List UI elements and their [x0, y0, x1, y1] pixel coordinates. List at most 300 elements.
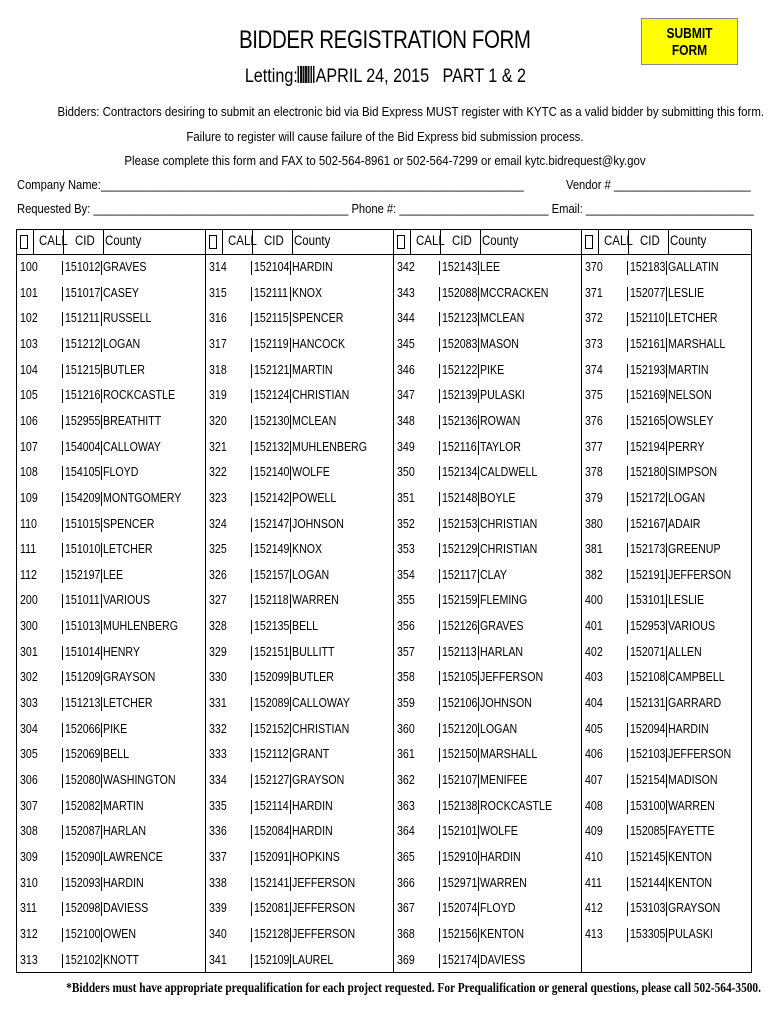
county-cell: LETCHER	[103, 542, 153, 557]
cid-cell: 152110	[630, 311, 665, 326]
cid-cell: 152153	[442, 516, 478, 531]
county-cell: KNOTT	[103, 952, 140, 967]
cid-cell: 152910	[442, 849, 478, 864]
county-cell: OWSLEY	[668, 413, 714, 428]
cid-cell: 152173	[630, 542, 666, 557]
county-cell: JEFFERSON	[480, 670, 544, 685]
cid-cell: 152101	[442, 824, 478, 839]
cell-separator	[290, 569, 291, 583]
cid-cell: 152127	[254, 773, 290, 787]
cell-separator	[666, 312, 667, 326]
cell-separator	[478, 851, 479, 865]
column-header-county: County	[670, 233, 707, 248]
cid-cell: 152109	[254, 952, 290, 967]
call-cell: 316	[209, 311, 227, 326]
call-cell: 321	[209, 439, 227, 454]
cid-cell: 151015	[65, 516, 101, 531]
cell-separator	[439, 594, 440, 608]
cell-separator	[666, 389, 667, 403]
cid-cell: 152120	[442, 721, 478, 736]
call-cell: 305	[20, 747, 38, 762]
call-cell: 349	[397, 439, 415, 454]
county-cell: CALLOWAY	[103, 439, 161, 454]
cid-cell: 152180	[630, 465, 666, 480]
call-cell: 363	[397, 798, 415, 813]
county-cell: GRAYSON	[668, 901, 721, 916]
cell-separator	[62, 851, 63, 865]
county-cell: CASEY	[103, 285, 140, 300]
cid-cell: 151215	[65, 362, 101, 377]
group-divider	[393, 230, 394, 972]
header-separator	[103, 230, 104, 254]
cell-separator	[62, 441, 63, 455]
call-cell: 343	[397, 285, 415, 300]
county-cell: FAYETTE	[668, 824, 715, 839]
group-divider	[581, 230, 582, 972]
county-cell: RUSSELL	[103, 311, 152, 326]
cid-cell: 152154	[630, 773, 666, 787]
call-cell: 406	[585, 747, 603, 762]
cid-cell: 152117	[442, 567, 477, 582]
call-cell: 400	[585, 593, 603, 608]
cid-cell: 152105	[442, 670, 478, 685]
cell-separator	[101, 851, 102, 865]
cid-cell: 152147	[254, 516, 290, 531]
cell-separator	[439, 851, 440, 865]
cid-cell: 151213	[65, 696, 101, 711]
county-cell: PIKE	[103, 721, 128, 736]
cell-separator	[627, 697, 628, 711]
call-cell: 102	[20, 311, 38, 326]
call-cell: 335	[209, 798, 227, 813]
call-cell: 411	[585, 875, 602, 890]
cid-cell: 152194	[630, 439, 666, 454]
cell-separator	[439, 877, 440, 891]
cid-cell: 152172	[630, 490, 666, 505]
cell-separator	[666, 594, 667, 608]
cell-separator	[251, 723, 252, 737]
cid-cell: 151010	[65, 542, 101, 557]
cell-separator	[251, 364, 252, 378]
county-cell: CALDWELL	[480, 465, 538, 480]
county-cell: JEFFERSON	[292, 926, 356, 941]
county-cell: LESLIE	[668, 593, 705, 608]
county-cell: JEFFERSON	[668, 747, 732, 762]
cell-separator	[290, 492, 291, 506]
county-cell: LETCHER	[103, 696, 153, 711]
cell-separator	[439, 441, 440, 455]
requested-by-field[interactable]: Requested By: _________________________________________ Phone #: ________________________ Email: ___________________________	[17, 201, 754, 216]
cid-cell: 152129	[442, 542, 478, 557]
cell-separator	[627, 364, 628, 378]
cell-separator	[101, 338, 102, 352]
call-cell: 306	[20, 773, 38, 787]
county-cell: GRAYSON	[292, 773, 345, 787]
county-cell: LAUREL	[292, 952, 334, 967]
cid-cell: 151209	[65, 670, 101, 685]
cell-separator	[666, 287, 667, 301]
cell-separator	[439, 543, 440, 557]
county-cell: DAVIESS	[103, 901, 149, 916]
cell-separator	[251, 287, 252, 301]
cid-cell: 154105	[65, 465, 101, 480]
cell-separator	[627, 492, 628, 506]
call-cell: 413	[585, 926, 603, 941]
county-cell: HARDIN	[480, 849, 521, 864]
cell-separator	[251, 620, 252, 634]
cell-separator	[290, 389, 291, 403]
cell-separator	[478, 928, 479, 942]
cell-separator	[666, 646, 667, 660]
cid-cell: 152103	[630, 747, 666, 762]
letting-label: Letting:	[244, 66, 298, 87]
call-cell: 371	[585, 285, 603, 300]
vendor-number-field[interactable]: Vendor # ______________________	[566, 177, 751, 192]
column-header-cid: CID	[75, 233, 95, 248]
call-cell: 401	[585, 619, 603, 634]
cid-cell: 152115	[254, 311, 289, 326]
call-cell: 325	[209, 542, 227, 557]
cid-cell: 152087	[65, 824, 101, 839]
cell-separator	[101, 518, 102, 532]
select-column-checkbox[interactable]	[20, 235, 28, 249]
cid-cell: 152183	[630, 260, 666, 274]
cell-separator	[439, 569, 440, 583]
call-cell: 317	[209, 336, 227, 351]
cid-cell: 152130	[254, 413, 290, 428]
cid-cell: 153101	[630, 593, 666, 608]
cell-separator	[666, 825, 667, 839]
call-cell: 369	[397, 952, 415, 967]
county-cell: SPENCER	[292, 311, 344, 326]
call-cell: 410	[585, 849, 603, 864]
call-cell: 347	[397, 388, 415, 403]
county-cell: CAMPBELL	[668, 670, 725, 685]
cid-cell: 152119	[254, 336, 289, 351]
cell-separator	[101, 492, 102, 506]
cid-cell: 152197	[65, 567, 101, 582]
cell-separator	[101, 902, 102, 916]
cell-separator	[101, 312, 102, 326]
cid-cell: 152165	[630, 413, 666, 428]
county-cell: KENTON	[480, 926, 525, 941]
cell-separator	[251, 415, 252, 429]
cell-separator	[478, 646, 479, 660]
cid-cell: 152971	[442, 875, 478, 890]
header-separator	[480, 230, 481, 254]
cell-separator	[478, 748, 479, 762]
call-cell: 358	[397, 670, 415, 685]
county-cell: VARIOUS	[668, 619, 716, 634]
cell-separator	[439, 466, 440, 480]
county-cell: ROCKCASTLE	[480, 798, 553, 813]
cid-cell: 152134	[442, 465, 478, 480]
cell-separator	[666, 518, 667, 532]
county-cell: GREENUP	[668, 542, 721, 557]
county-cell: MUHLENBERG	[292, 439, 367, 454]
cell-separator	[666, 928, 667, 942]
group-divider	[205, 230, 206, 972]
cid-cell: 152089	[254, 696, 290, 711]
cid-cell: 151012	[65, 260, 101, 274]
call-cell: 315	[209, 285, 227, 300]
call-cell: 341	[209, 952, 227, 967]
column-header-call: CALL	[604, 233, 633, 248]
cell-separator	[439, 492, 440, 506]
cell-separator	[627, 569, 628, 583]
call-cell: 350	[397, 465, 415, 480]
cell-separator	[290, 825, 291, 839]
cell-separator	[666, 543, 667, 557]
cell-separator	[666, 441, 667, 455]
county-cell: LOGAN	[480, 721, 518, 736]
call-cell: 323	[209, 490, 227, 505]
cell-separator	[290, 518, 291, 532]
cell-separator	[478, 569, 479, 583]
column-header-call: CALL	[228, 233, 257, 248]
cid-cell: 152077	[630, 285, 666, 300]
call-cell: 355	[397, 593, 415, 608]
county-cell: MARSHALL	[480, 747, 538, 762]
county-cell: MUHLENBERG	[103, 619, 178, 634]
call-cell: 200	[20, 593, 38, 608]
cell-separator	[666, 415, 667, 429]
call-cell: 322	[209, 465, 227, 480]
cid-cell: 152132	[254, 439, 290, 454]
column-header-call: CALL	[39, 233, 68, 248]
cell-separator	[666, 466, 667, 480]
cell-separator	[290, 697, 291, 711]
cid-cell: 152116	[442, 439, 477, 454]
cid-cell: 151011	[65, 593, 100, 608]
cell-separator	[478, 415, 479, 429]
county-cell: MARTIN	[292, 362, 333, 377]
county-cell: BOYLE	[480, 490, 516, 505]
cell-separator	[439, 954, 440, 968]
cell-separator	[290, 261, 291, 275]
county-cell: DAVIESS	[480, 952, 526, 967]
cid-cell: 152142	[254, 490, 290, 505]
cid-cell: 152085	[630, 824, 666, 839]
cell-separator	[627, 594, 628, 608]
cell-separator	[627, 261, 628, 275]
cid-cell: 152140	[254, 465, 290, 480]
column-header-county: County	[105, 233, 142, 248]
cid-cell: 153305	[630, 926, 666, 941]
cell-separator	[439, 671, 440, 685]
cell-separator	[251, 800, 252, 814]
call-cell: 409	[585, 824, 603, 839]
cid-cell: 152167	[630, 516, 666, 531]
cell-separator	[478, 492, 479, 506]
call-cell: 332	[209, 721, 227, 736]
cell-separator	[478, 877, 479, 891]
call-cell: 304	[20, 721, 38, 736]
call-cell: 402	[585, 644, 603, 659]
letting-line	[0, 66, 770, 88]
cell-separator	[101, 825, 102, 839]
county-cell: VARIOUS	[103, 593, 151, 608]
cell-separator	[627, 441, 628, 455]
cell-separator	[439, 312, 440, 326]
call-cell: 381	[585, 542, 603, 557]
cell-separator	[478, 902, 479, 916]
cell-separator	[439, 620, 440, 634]
call-cell: 405	[585, 721, 603, 736]
cell-separator	[101, 723, 102, 737]
county-cell: BELL	[103, 747, 130, 762]
column-header-cid: CID	[452, 233, 472, 248]
cid-cell: 151014	[65, 644, 101, 659]
call-cell: 351	[397, 490, 415, 505]
call-cell: 407	[585, 773, 603, 787]
column-header-call: CALL	[416, 233, 445, 248]
project-table	[16, 229, 752, 973]
county-cell: FLOYD	[480, 901, 516, 916]
county-cell: SPENCER	[103, 516, 155, 531]
company-name-field[interactable]: Company Name:____________________________________________________________________	[17, 177, 524, 192]
cell-separator	[478, 954, 479, 968]
cell-separator	[627, 723, 628, 737]
call-cell: 307	[20, 798, 38, 813]
cell-separator	[101, 389, 102, 403]
cid-cell: 152100	[65, 926, 101, 941]
county-cell: LOGAN	[103, 336, 141, 351]
instructions-line-3: Please complete this form and FAX to 502-564-8961 or 502-564-7299 or email kytc.bidrequest@ky.gov	[124, 153, 646, 168]
cell-separator	[666, 697, 667, 711]
cell-separator	[290, 954, 291, 968]
form-title: BIDDER REGISTRATION FORM	[239, 26, 531, 54]
county-cell: MONTGOMERY	[103, 490, 182, 505]
column-header-county: County	[482, 233, 519, 248]
cid-cell: 152112	[254, 747, 289, 762]
call-cell: 346	[397, 362, 415, 377]
call-cell: 342	[397, 260, 415, 274]
county-cell: MCCRACKEN	[480, 285, 549, 300]
cell-separator	[666, 774, 667, 788]
county-cell: WARREN	[668, 798, 715, 813]
cell-separator	[251, 389, 252, 403]
call-cell: 372	[585, 311, 603, 326]
cell-separator	[627, 620, 628, 634]
select-column-checkbox[interactable]	[585, 235, 593, 249]
county-cell: WARREN	[480, 875, 527, 890]
call-cell: 379	[585, 490, 603, 505]
call-cell: 330	[209, 670, 227, 685]
call-cell: 366	[397, 875, 415, 890]
county-cell: ROWAN	[480, 413, 521, 428]
cell-separator	[251, 492, 252, 506]
cell-separator	[627, 928, 628, 942]
cell-separator	[478, 364, 479, 378]
cid-cell: 151013	[65, 619, 101, 634]
header-separator	[222, 230, 223, 254]
cell-separator	[62, 877, 63, 891]
cell-separator	[439, 697, 440, 711]
column-header-cid: CID	[264, 233, 284, 248]
cell-separator	[290, 723, 291, 737]
call-cell: 303	[20, 696, 38, 711]
cid-cell: 152111	[254, 285, 288, 300]
call-cell: 340	[209, 926, 227, 941]
cid-cell: 152074	[442, 901, 478, 916]
cell-separator	[478, 697, 479, 711]
cell-separator	[251, 338, 252, 352]
call-cell: 327	[209, 593, 227, 608]
select-column-checkbox[interactable]	[209, 235, 217, 249]
county-cell: PULASKI	[480, 388, 525, 403]
county-cell: JOHNSON	[480, 696, 532, 711]
call-cell: 382	[585, 567, 603, 582]
county-cell: POWELL	[292, 490, 337, 505]
cid-cell: 152093	[65, 875, 101, 890]
call-cell: 310	[20, 875, 38, 890]
call-cell: 354	[397, 567, 415, 582]
call-cell: 356	[397, 619, 415, 634]
call-cell: 320	[209, 413, 227, 428]
call-cell: 348	[397, 413, 415, 428]
cid-cell: 151211	[65, 311, 100, 326]
submit-form-button[interactable]: SUBMIT FORM	[641, 18, 738, 65]
call-cell: 318	[209, 362, 227, 377]
cid-cell: 152102	[65, 952, 101, 967]
cid-cell: 152136	[442, 413, 478, 428]
cell-separator	[627, 518, 628, 532]
county-cell: CHRISTIAN	[292, 388, 350, 403]
cell-separator	[101, 954, 102, 968]
cell-separator	[627, 800, 628, 814]
county-cell: MARSHALL	[668, 336, 726, 351]
cid-cell: 152080	[65, 773, 101, 787]
cell-separator	[290, 928, 291, 942]
cid-cell: 152151	[254, 644, 290, 659]
cid-cell: 152088	[442, 285, 478, 300]
county-cell: HARDIN	[103, 875, 144, 890]
cid-cell: 152108	[630, 670, 666, 685]
call-cell: 344	[397, 311, 415, 326]
call-cell: 314	[209, 260, 227, 274]
cell-separator	[666, 569, 667, 583]
county-cell: GARRARD	[668, 696, 722, 711]
call-cell: 100	[20, 260, 38, 274]
cell-separator	[478, 389, 479, 403]
cell-separator	[627, 748, 628, 762]
cell-separator	[62, 569, 63, 583]
call-cell: 345	[397, 336, 415, 351]
county-cell: JEFFERSON	[292, 901, 356, 916]
cell-separator	[251, 774, 252, 788]
call-cell: 362	[397, 773, 415, 787]
cell-separator	[439, 518, 440, 532]
call-cell: 404	[585, 696, 603, 711]
cid-cell: 152098	[65, 901, 101, 916]
select-column-checkbox[interactable]	[397, 235, 405, 249]
county-cell: LESLIE	[668, 285, 705, 300]
cell-separator	[251, 466, 252, 480]
cid-cell: 152169	[630, 388, 666, 403]
cid-cell: 152083	[442, 336, 478, 351]
cell-separator	[62, 492, 63, 506]
county-cell: LOGAN	[668, 490, 706, 505]
header-separator	[33, 230, 34, 254]
call-cell: 313	[20, 952, 38, 967]
county-cell: JOHNSON	[292, 516, 344, 531]
cid-cell: 152150	[442, 747, 478, 762]
call-cell: 359	[397, 696, 415, 711]
cid-cell: 154209	[65, 490, 101, 505]
county-cell: KNOX	[292, 285, 323, 300]
cell-separator	[101, 800, 102, 814]
